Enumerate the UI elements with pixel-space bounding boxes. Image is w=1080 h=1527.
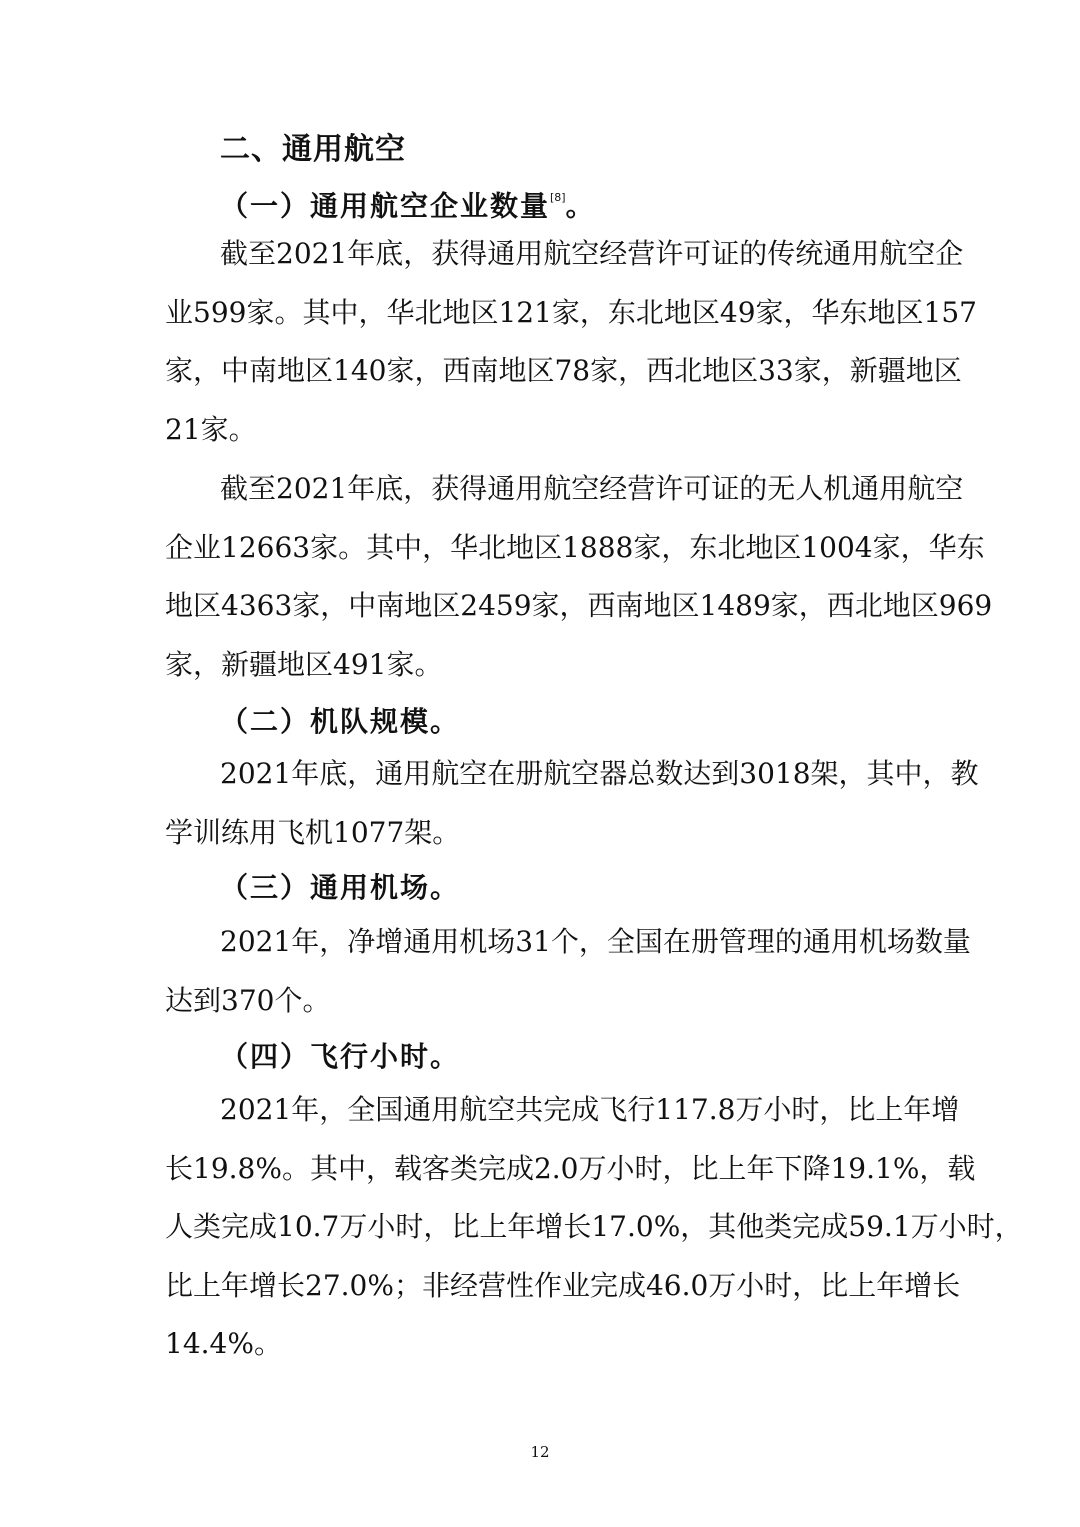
text-line: 长19.8%。其中，载客类完成2.0万小时，比上年下降19.1%，载 <box>165 1151 976 1185</box>
text-line: 学训练用飞机1077架。 <box>165 815 461 849</box>
text-line: 人类完成10.7万小时，比上年增长17.0%，其他类完成59.1万小时， <box>165 1210 1023 1243</box>
paragraph-drone-enterprises <box>165 460 993 694</box>
subheading-text: （一）通用航空企业数量 <box>220 189 551 223</box>
text-line: 截至2021年底，获得通用航空经营许可证的传统通用航空企 <box>220 237 964 270</box>
subheading-enterprise-count <box>220 180 596 228</box>
paragraph-fleet-size <box>165 745 979 862</box>
text-line: 2021年底，通用航空在册航空器总数达到3018架，其中，教 <box>220 757 979 790</box>
subheading-flight-hours: （四）飞行小时。 <box>220 1040 461 1073</box>
text-line: 比上年增长27.0%；非经营性作业完成46.0万小时，比上年增长 <box>165 1268 961 1302</box>
page-number: 12 <box>530 1443 550 1461</box>
text-line: 2021年，全国通用航空共完成飞行117.8万小时，比上年增 <box>220 1093 960 1126</box>
text-line: 21家。 <box>165 412 257 446</box>
paragraph-traditional-enterprises <box>165 225 977 459</box>
subheading-general-airports: （三）通用机场。 <box>220 871 461 904</box>
text-line: 家，新疆地区491家。 <box>165 647 443 681</box>
paragraph-flight-hours <box>165 1081 1023 1374</box>
text-line: 地区4363家，中南地区2459家，西南地区1489家，西北地区969 <box>165 589 993 622</box>
text-line: 2021年，净增通用机场31个，全国在册管理的通用机场数量 <box>220 925 971 958</box>
subheading-suffix: 。 <box>565 189 596 223</box>
footnote-reference: [8] <box>550 191 566 204</box>
text-line: 截至2021年底，获得通用航空经营许可证的无人机通用航空 <box>220 472 964 505</box>
text-line: 业599家。其中，华北地区121家，东北地区49家，华东地区157 <box>165 295 977 329</box>
text-line: 14.4%。 <box>165 1327 282 1360</box>
section-title: 二、通用航空 <box>220 132 406 167</box>
text-line: 家，中南地区140家，西南地区78家，西北地区33家，新疆地区 <box>165 354 962 387</box>
paragraph-general-airports <box>165 913 971 1030</box>
text-line: 企业12663家。其中，华北地区1888家，东北地区1004家，华东 <box>165 530 985 564</box>
subheading-fleet-size: （二）机队规模。 <box>220 705 461 738</box>
text-line: 达到370个。 <box>165 983 331 1017</box>
